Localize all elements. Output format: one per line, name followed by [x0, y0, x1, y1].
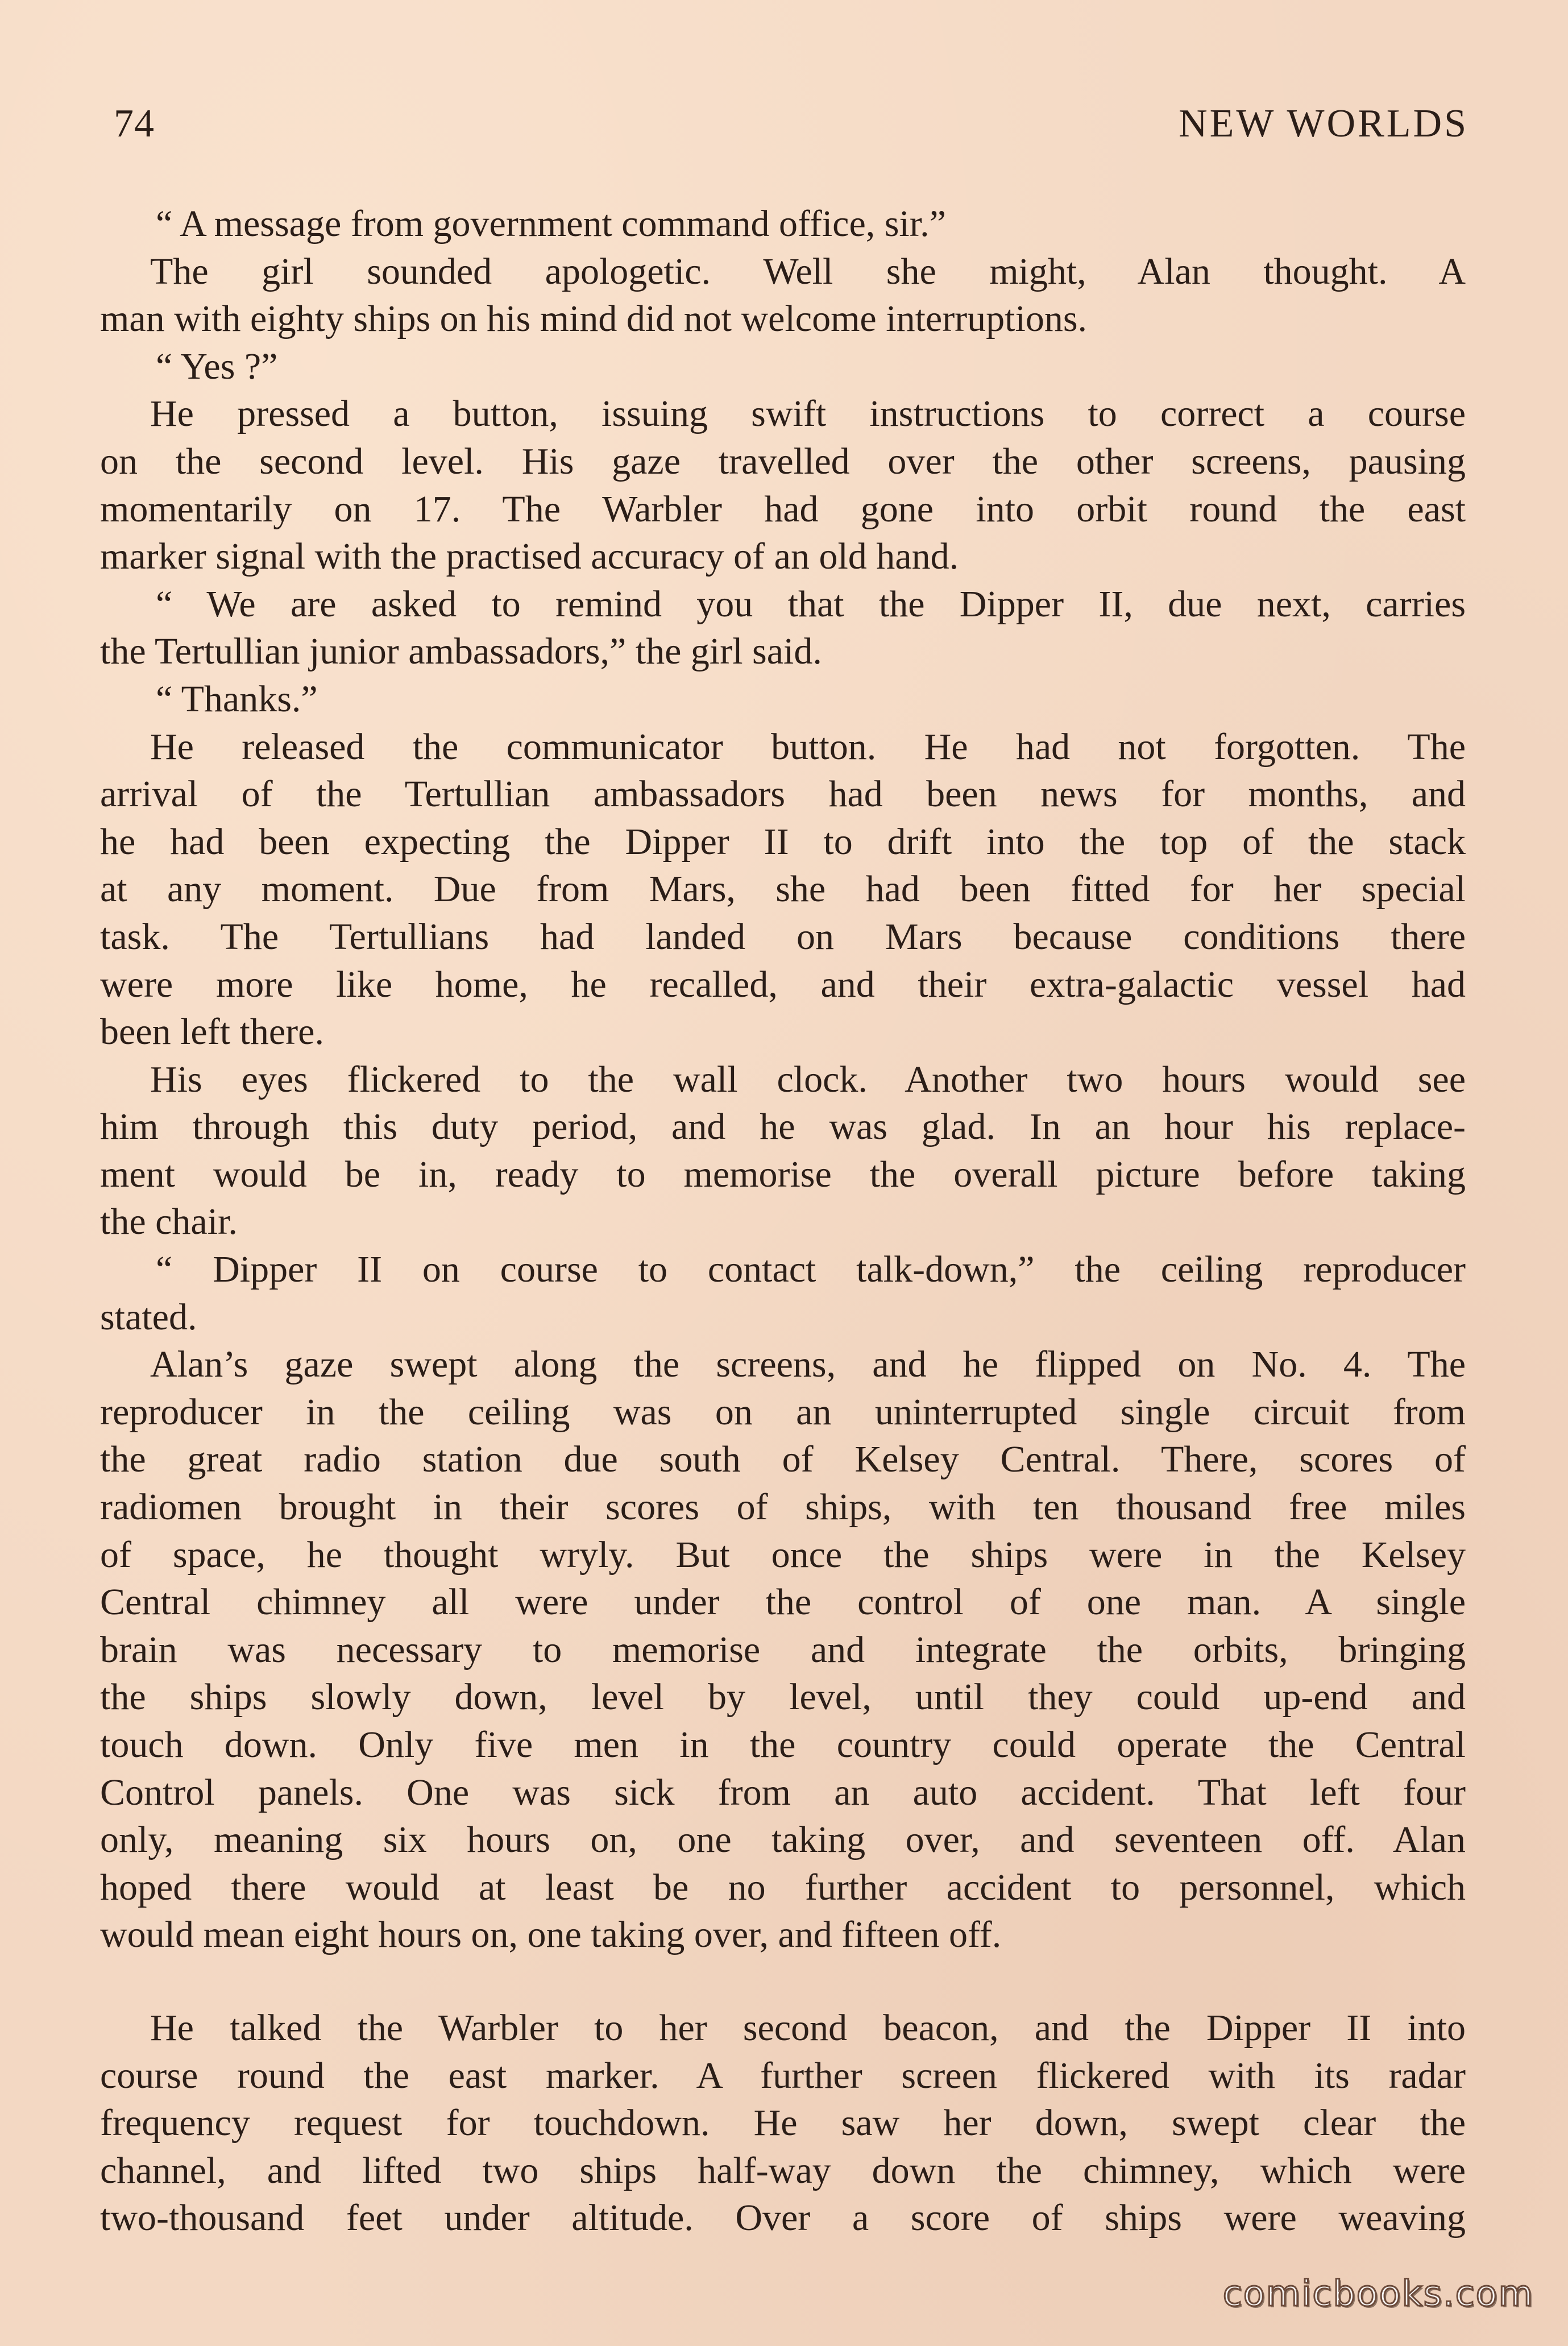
text-line: “ Dipper II on course to contact talk-down,” the ceiling reproducer: [156, 1249, 1466, 1291]
text-line: “ Yes ?”: [156, 345, 278, 387]
text-line: The girl sounded apologetic. Well she might, Alan thought. A: [150, 250, 1466, 292]
text-line: him through this duty period, and he was glad. In an hour his replace-: [100, 1106, 1466, 1148]
text-line: reproducer in the ceiling was on an uninterrupted single circuit from: [100, 1391, 1466, 1433]
running-head: [114, 101, 1469, 164]
text-line: he had been expecting the Dipper II to drift into the top of the stack: [100, 820, 1466, 863]
text-line: ment would be in, ready to memorise the overall picture before taking: [100, 1153, 1466, 1195]
text-line: course round the east marker. A further screen flickered with its radar: [100, 2054, 1466, 2096]
text-line: two-thousand feet under altitude. Over a score of ships were weaving: [100, 2197, 1466, 2239]
text-line: radiomen brought in their scores of ships, with ten thousand free miles: [100, 1486, 1466, 1528]
paragraph-gap: [100, 1959, 1466, 2004]
text-line: Central chimney all were under the control of one man. A single: [100, 1581, 1466, 1623]
text-line: were more like home, he recalled, and their extra-galactic vessel had: [100, 963, 1466, 1005]
text-line: would mean eight hours on, one taking over, and fifteen off.: [100, 1914, 1002, 1956]
text-line: touch down. Only five men in the country could operate the Central: [100, 1724, 1466, 1765]
text-line: man with eighty ships on his mind did not welcome interruptions.: [100, 298, 1088, 340]
page-number: 74: [114, 102, 155, 146]
text-line: He pressed a button, issuing swift instructions to correct a course: [150, 393, 1466, 435]
text-line: hoped there would at least be no further accident to personnel, which: [100, 1866, 1466, 1908]
text-line: “ Thanks.”: [156, 678, 318, 720]
text-line: He talked the Warbler to her second beacon, and the Dipper II into: [150, 2007, 1466, 2049]
text-line: “ We are asked to remind you that the Dipper II, due next, carries: [156, 583, 1466, 625]
text-line: the great radio station due south of Kelsey Central. There, scores of: [100, 1439, 1466, 1481]
text-line: “ A message from government command office, sir.”: [156, 203, 946, 244]
text-line: He released the communicator button. He had not forgotten. The: [150, 726, 1466, 768]
text-line: of space, he thought wryly. But once the ships were in the Kelsey: [100, 1533, 1466, 1576]
text-line: stated.: [100, 1296, 197, 1338]
text-line: on the second level. His gaze travelled over the other screens, pausing: [100, 440, 1466, 482]
text-line: frequency request for touchdown. He saw her down, swept clear the: [100, 2102, 1466, 2144]
text-line: at any moment. Due from Mars, she had been fitted for her special: [100, 868, 1466, 910]
text-line: brain was necessary to memorise and integrate the orbits, bringing: [100, 1628, 1466, 1671]
text-line: the chair.: [100, 1201, 238, 1243]
text-line: arrival of the Tertullian ambassadors had been news for months, and: [100, 773, 1466, 815]
watermark-logo: comicbooks.com: [1222, 2273, 1534, 2314]
running-title: NEW WORLDS: [1179, 102, 1469, 146]
body-text: [100, 200, 1466, 2242]
text-line: Alan’s gaze swept along the screens, and he flipped on No. 4. The: [150, 1344, 1466, 1386]
text-line: only, meaning six hours on, one taking over, and seventeen off. Alan: [100, 1819, 1466, 1861]
text-line: task. The Tertullians had landed on Mars because conditions there: [100, 915, 1466, 958]
text-line: His eyes flickered to the wall clock. Another two hours would see: [150, 1058, 1466, 1100]
text-line: marker signal with the practised accuracy of an old hand.: [100, 536, 959, 578]
text-line: been left there.: [100, 1011, 324, 1053]
text-line: momentarily on 17. The Warbler had gone into orbit round the east: [100, 488, 1466, 530]
text-line: Control panels. One was sick from an auto accident. That left four: [100, 1771, 1466, 1813]
text-line: the Tertullian junior ambassadors,” the girl said.: [100, 631, 822, 673]
text-line: channel, and lifted two ships half-way down the chimney, which were: [100, 2149, 1466, 2191]
text-line: the ships slowly down, level by level, until they could up-end and: [100, 1676, 1466, 1718]
